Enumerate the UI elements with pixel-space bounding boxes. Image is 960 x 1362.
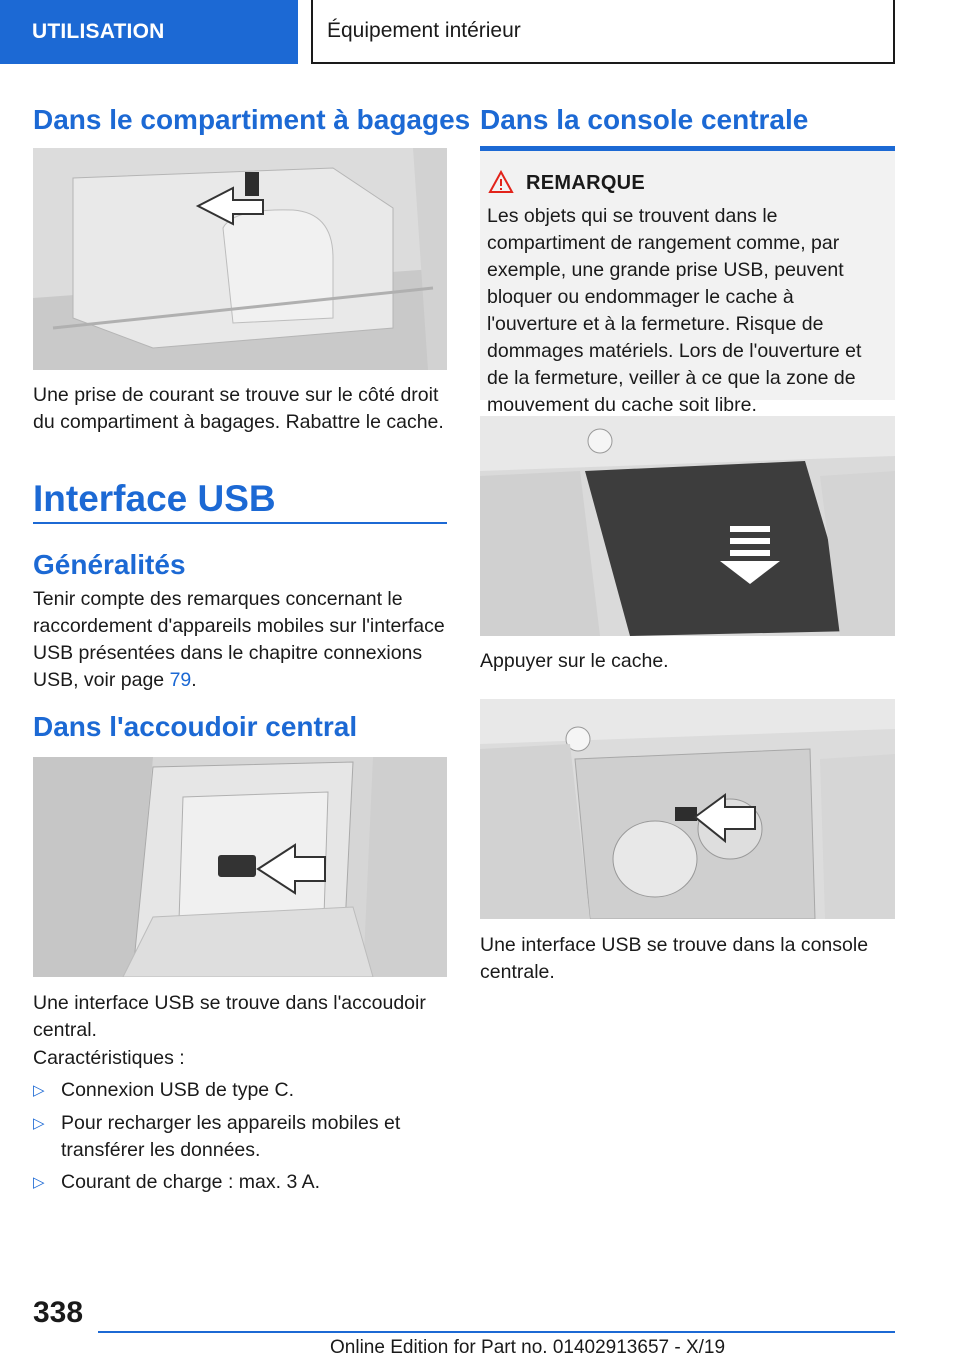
- heading-armrest: Dans l'accoudoir central: [33, 711, 358, 742]
- list-item: ▷ Pour recharger les appareils mobiles et transférer les données.: [33, 1112, 401, 1161]
- heading-rule: [33, 522, 447, 524]
- trunk-illustration: [33, 148, 447, 370]
- list-item: ▷ Courant de charge : max. 3 A.: [33, 1169, 447, 1196]
- armrest-illustration: [33, 757, 447, 977]
- paragraph-press-cover: Appuyer sur le cache.: [480, 650, 669, 672]
- note-title: REMARQUE: [526, 172, 646, 194]
- heading-trunk: Dans le compartiment à bagages: [33, 104, 471, 135]
- heading-usb-interface: Interface USB: [33, 478, 276, 519]
- paragraph-features: Caractéristiques :: [33, 1047, 185, 1069]
- paragraph-console: Une interface USB se trouve dans la console centrale.: [480, 934, 869, 983]
- triangle-bullet-icon: ▷: [33, 1174, 45, 1191]
- chapter-title: Équipement intérieur: [311, 0, 895, 64]
- list-item: ▷ Connexion USB de type C.: [33, 1077, 447, 1104]
- paragraph-trunk: Une prise de courant se trouve sur le côté droit du compartiment à bagages. Rabattre le cache.: [33, 384, 444, 433]
- paragraph-general: Tenir compte des remarques concernant le raccordement d'appareils mobiles sur l'interface USB présentées dans le chapitre connexions USB, voir page 79.: [33, 588, 445, 691]
- page-reference-link[interactable]: 79: [169, 669, 192, 691]
- warning-icon: [488, 170, 514, 194]
- heading-console: Dans la console centrale: [480, 104, 809, 135]
- heading-general: Généralités: [33, 549, 186, 580]
- section-tab: UTILISATION: [0, 0, 298, 64]
- note-body: Les objets qui se trouvent dans le compartiment de rangement comme, par exemple, une grande prise USB, peuvent bloquer ou endommager le cache à l'ouverture et à la fermeture. Risque de dommages matériels. Lors de l'ouverture et de la fermeture, veiller à ce que la zone de mouvement du cache soit libre.: [487, 205, 862, 416]
- paragraph-armrest: Une interface USB se trouve dans l'accoudoir central.: [33, 992, 426, 1041]
- page-number: 338: [33, 1296, 84, 1329]
- console-usb-illustration: [480, 699, 895, 919]
- console-cover-illustration: [480, 416, 895, 636]
- footer-rule: [98, 1331, 895, 1333]
- edition-text: Online Edition for Part no. 01402913657 - X/19: [330, 1337, 726, 1358]
- triangle-bullet-icon: ▷: [33, 1115, 45, 1132]
- triangle-bullet-icon: ▷: [33, 1082, 45, 1099]
